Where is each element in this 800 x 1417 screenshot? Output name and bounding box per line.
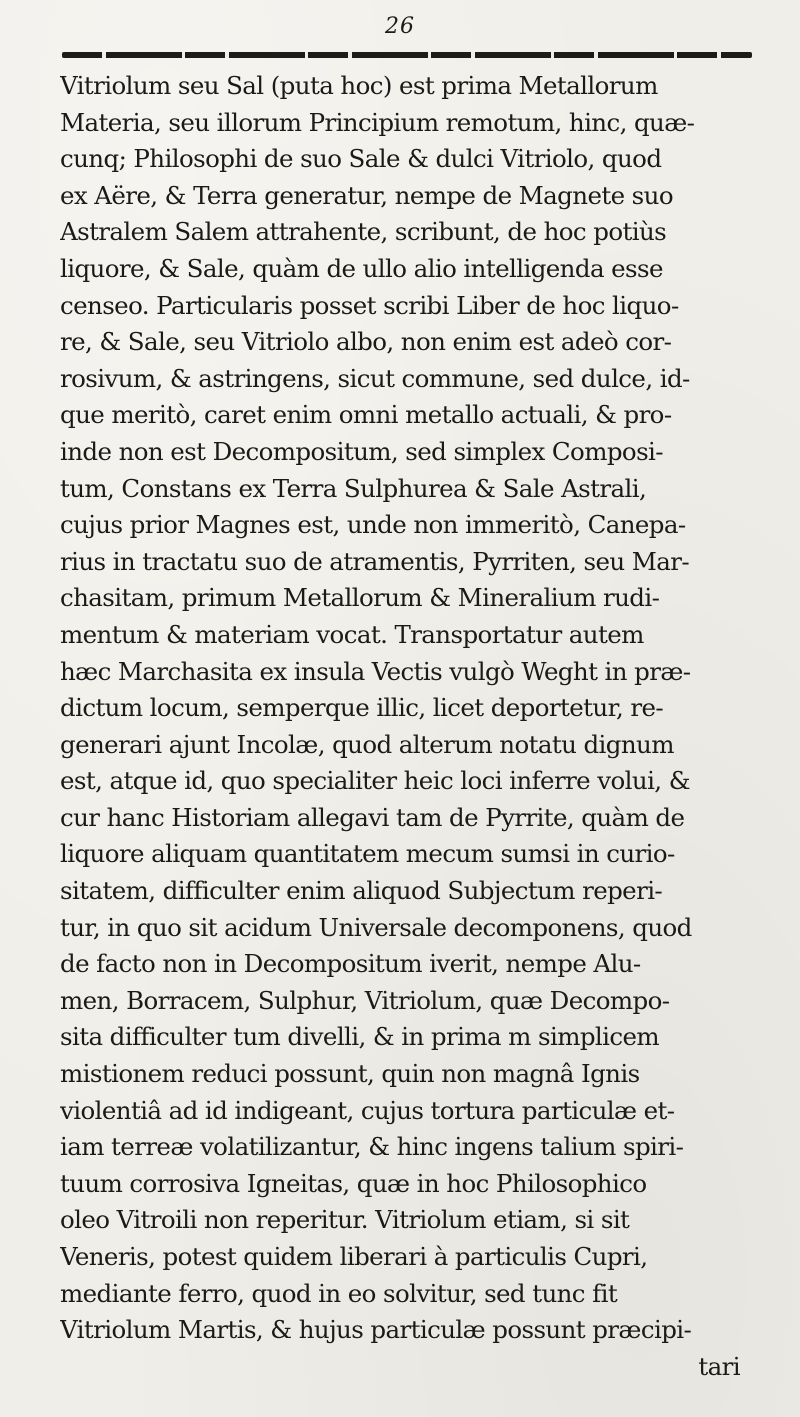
text-line: sitatem, difficulter enim aliquod Subjectum reperi-	[60, 876, 663, 906]
text-line: oleo Vitroili non reperitur. Vitriolum etiam, si sit	[60, 1205, 630, 1235]
text-line: cujus prior Magnes est, unde non immeritò, Canepa-	[60, 510, 686, 540]
text-line: Materia, seu illorum Principium remotum, hinc, quæ-	[60, 107, 695, 137]
text-line: Astralem Salem attrahente, scribunt, de hoc potiùs	[60, 217, 667, 247]
text-line: tuum corrosiva Igneitas, quæ in hoc Philosophico	[60, 1168, 647, 1198]
text-line: iam terreæ volatilizantur, & hinc ingens talium spiri-	[60, 1132, 684, 1162]
page-number: 26	[385, 14, 415, 39]
text-line: hæc Marchasita ex insula Vectis vulgò Weght in præ-	[60, 656, 691, 686]
text-line: de facto non in Decompositum iverit, nempe Alu-	[60, 949, 641, 979]
text-line: dictum locum, semperque illic, licet deportetur, re-	[60, 693, 664, 723]
text-line: sita difficulter tum divelli, & in prima m simplicem	[60, 1022, 660, 1052]
text-line: Veneris, potest quidem liberari à particulis Cupri,	[60, 1242, 648, 1271]
header-rule	[62, 52, 752, 58]
text-line: est, atque id, quo specialiter heic loci inferre volui, &	[60, 766, 690, 796]
text-line: Vitriolum seu Sal (puta hoc) est prima Metallorum	[60, 71, 658, 100]
text-line: liquore aliquam quantitatem mecum sumsi in curio-	[60, 839, 675, 869]
text-line: mediante ferro, quod in eo solvitur, sed tunc fit	[60, 1278, 618, 1308]
text-line: inde non est Decompositum, sed simplex Composi-	[60, 436, 663, 466]
text-line: mentum & materiam vocat. Transportatur autem	[60, 619, 644, 649]
text-line: tum, Constans ex Terra Sulphurea & Sale Astrali,	[60, 473, 647, 503]
text-line: liquore, & Sale, quàm de ullo alio intelligenda esse	[60, 253, 663, 283]
text-line: que meritò, caret enim omni metallo actuali, & pro-	[60, 400, 672, 430]
text-line: censeo. Particularis posset scribi Liber de hoc liquo-	[60, 290, 679, 320]
text-line: chasitam, primum Metallorum & Mineralium rudi-	[60, 583, 660, 613]
text-line: men, Borracem, Sulphur, Vitriolum, quæ Decompo-	[60, 985, 670, 1015]
text-line: cunq; Philosophi de suo Sale & dulci Vitriolo, quod	[60, 144, 662, 174]
text-line: ex Aëre, & Terra generatur, nempe de Magnete suo	[60, 180, 673, 210]
body-text	[60, 68, 760, 1385]
text-line: mistionem reduci possunt, quin non magnâ Ignis	[60, 1059, 640, 1089]
text-line: generari ajunt Incolæ, quod alterum notatu dignum	[60, 729, 674, 759]
text-line: rius in tractatu suo de atramentis, Pyrriten, seu Mar-	[60, 546, 690, 576]
text-line: cur hanc Historiam allegavi tam de Pyrrite, quàm de	[60, 802, 685, 832]
text-line: tur, in quo sit acidum Universale decomponens, quod	[60, 912, 692, 942]
text-line: violentiâ ad id indigeant, cujus tortura particulæ et-	[60, 1095, 675, 1125]
text-line: re, & Sale, seu Vitriolo albo, non enim est adeò cor-	[60, 327, 672, 357]
text-line: rosivum, & astringens, sicut commune, sed dulce, id-	[60, 363, 690, 393]
catchword: tari	[698, 1351, 740, 1381]
text-line: Vitriolum Martis, & hujus particulæ possunt præcipi-	[60, 1315, 692, 1345]
